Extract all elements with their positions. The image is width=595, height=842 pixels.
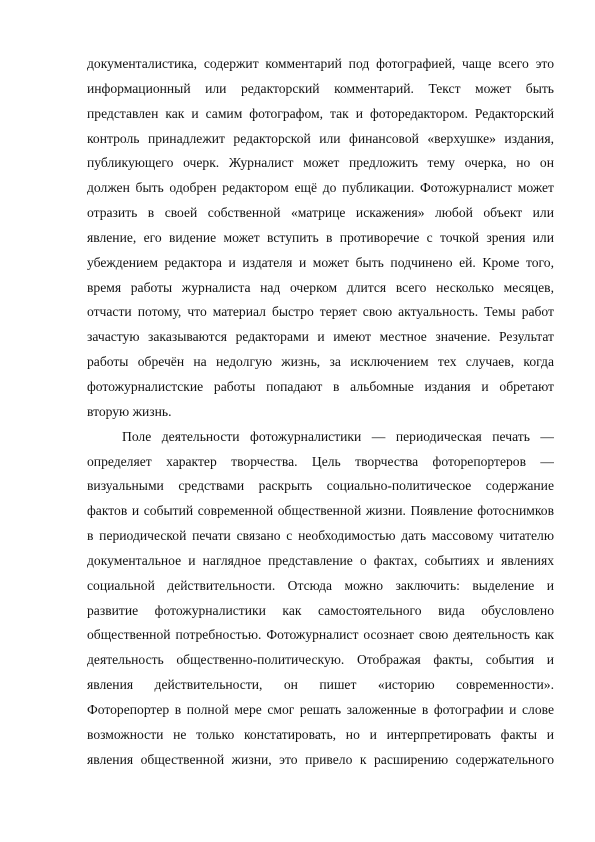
text-line: развитие фотожурналистики как самостоятельного вида обусловлено [87,602,554,618]
text-line: убеждением редактора и издателя и может быть подчинено ей. Кроме того, [87,254,554,270]
text-line: зачастую заказываются редакторами и имеют местное значение. Результат [87,329,554,345]
body-text [87,52,554,772]
text-line: определяет характер творчества. Цель творчества фоторепортеров — [87,453,554,469]
text-line: документальное и наглядное представление о фактах, событиях и явлениях [87,552,554,568]
paragraph-first-line: Поле деятельности фотожурналистики — периодическая печать — [122,428,554,444]
text-line: деятельность общественно-политическую. Отображая факты, события и [87,652,554,668]
text-line: вторую жизнь. [87,403,172,419]
text-line: Фоторепортер в полной мере смог решать заложенные в фотографии и слове [87,701,554,717]
text-line: общественной потребностью. Фотожурналист осознает свою деятельность как [87,627,554,643]
text-line: визуальными средствами раскрыть социально-политическое содержание [87,478,554,494]
text-line: должен быть одобрен редактором ещё до публикации. Фотожурналист может [87,180,554,196]
text-line: документалистика, содержит комментарий под фотографией, чаще всего это [87,56,554,71]
text-line: отчасти потому, что материал быстро теряет свою актуальность. Темы работ [87,304,554,320]
text-line: время работы журналиста над очерком длится всего несколько месяцев, [87,279,554,295]
text-line: информационный или редакторский комментарий. Текст может быть [87,80,554,96]
text-line: явления общественной жизни, это привело к расширению содержательного [87,751,554,767]
text-line: представлен как и самим фотографом, так и фоторедактором. Редакторский [87,105,554,121]
text-line: отразить в своей собственной «матрице искажения» любой объект или [87,205,554,221]
text-line: фотожурналистские работы попадают в альбомные издания и обретают [87,378,554,394]
text-line: социальной действительности. Отсюда можно заключить: выделение и [87,577,554,593]
text-line: в периодической печати связано с необходимостью дать массовому читателю [87,528,554,544]
text-line: публикующего очерк. Журналист может предложить тему очерка, но он [87,155,554,171]
text-line: явление, его видение может вступить в противоречие с точкой зрения или [87,229,554,245]
text-line: возможности не только констатировать, но и интерпретировать факты и [87,726,554,742]
text-line: контроль принадлежит редакторской или финансовой «верхушке» издания, [87,130,554,146]
text-line: фактов и событий современной общественной жизни. Появление фотоснимков [87,503,554,519]
text-line: работы обречён на недолгую жизнь, за исключением тех случаев, когда [87,354,554,370]
text-line: явления действительности, он пишет «историю современности». [87,677,554,693]
